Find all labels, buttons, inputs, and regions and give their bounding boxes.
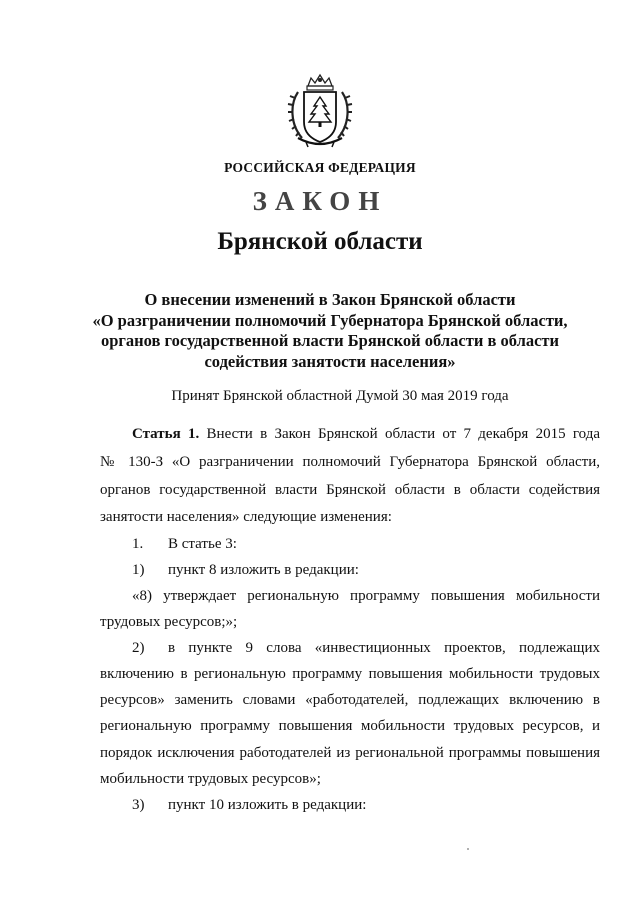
subitem-line: ресурсов» заменить словами «работодателей, подлежащих включению в — [100, 692, 600, 708]
quote-line: «8) утверждает региональную программу повышения мобильности — [132, 588, 600, 604]
subitem-text: пункт 10 изложить в редакции: — [168, 797, 367, 813]
subitem-line: порядок исключения работодателей из региональной программы повышения — [100, 745, 600, 761]
bryansk-coat-of-arms-icon — [284, 72, 356, 150]
item-number: 1. — [132, 536, 144, 552]
law-title-line: органов государственной власти Брянской области в области — [100, 331, 560, 350]
subitem-line: региональную программу повышения мобильности трудовых ресурсов, и — [100, 718, 600, 734]
law-title-line: О внесении изменений в Закон Брянской области — [144, 290, 516, 309]
item-text: В статье 3: — [168, 536, 237, 552]
article-1-label: Статья 1. — [132, 426, 200, 442]
subitem-text: пункт 8 изложить в редакции: — [168, 562, 359, 578]
law-title — [60, 290, 600, 372]
quote-line: трудовых ресурсов;»; — [100, 614, 238, 630]
law-title-line: содействия занятости населения» — [204, 351, 456, 371]
article-1-first-line — [132, 424, 600, 444]
subitem-line: включению в региональную программу повышения мобильности трудовых — [100, 666, 600, 682]
law-heading: ЗАКОН — [252, 186, 388, 216]
subitem-number: 3) — [132, 797, 145, 813]
subitem-line: мобильности трудовых ресурсов»; — [100, 771, 321, 787]
article-1-line: органов государственной власти Брянской области в области содействия — [100, 482, 600, 498]
article-1-text: Внести в Закон Брянской области от 7 декабря 2015 года — [206, 426, 601, 442]
scan-speck — [467, 848, 469, 850]
adoption-note: Принят Брянской областной Думой 30 мая 2019 года — [171, 388, 509, 404]
article-1-line: № 130-З «О разграничении полномочий Губернатора Брянской области, — [100, 454, 600, 470]
article-1-line: занятости населения» следующие изменения: — [100, 509, 392, 525]
subitem-number: 1) — [132, 562, 145, 578]
subitem-number: 2) — [132, 640, 145, 656]
subitem-text: в пункте 9 слова «инвестиционных проектов, подлежащих — [168, 640, 600, 656]
region-heading: Брянской области — [217, 228, 423, 255]
law-title-line: «О разграничении полномочий Губернатора Брянской области, — [92, 310, 568, 330]
country-heading: РОССИЙСКАЯ ФЕДЕРАЦИЯ — [224, 160, 416, 175]
